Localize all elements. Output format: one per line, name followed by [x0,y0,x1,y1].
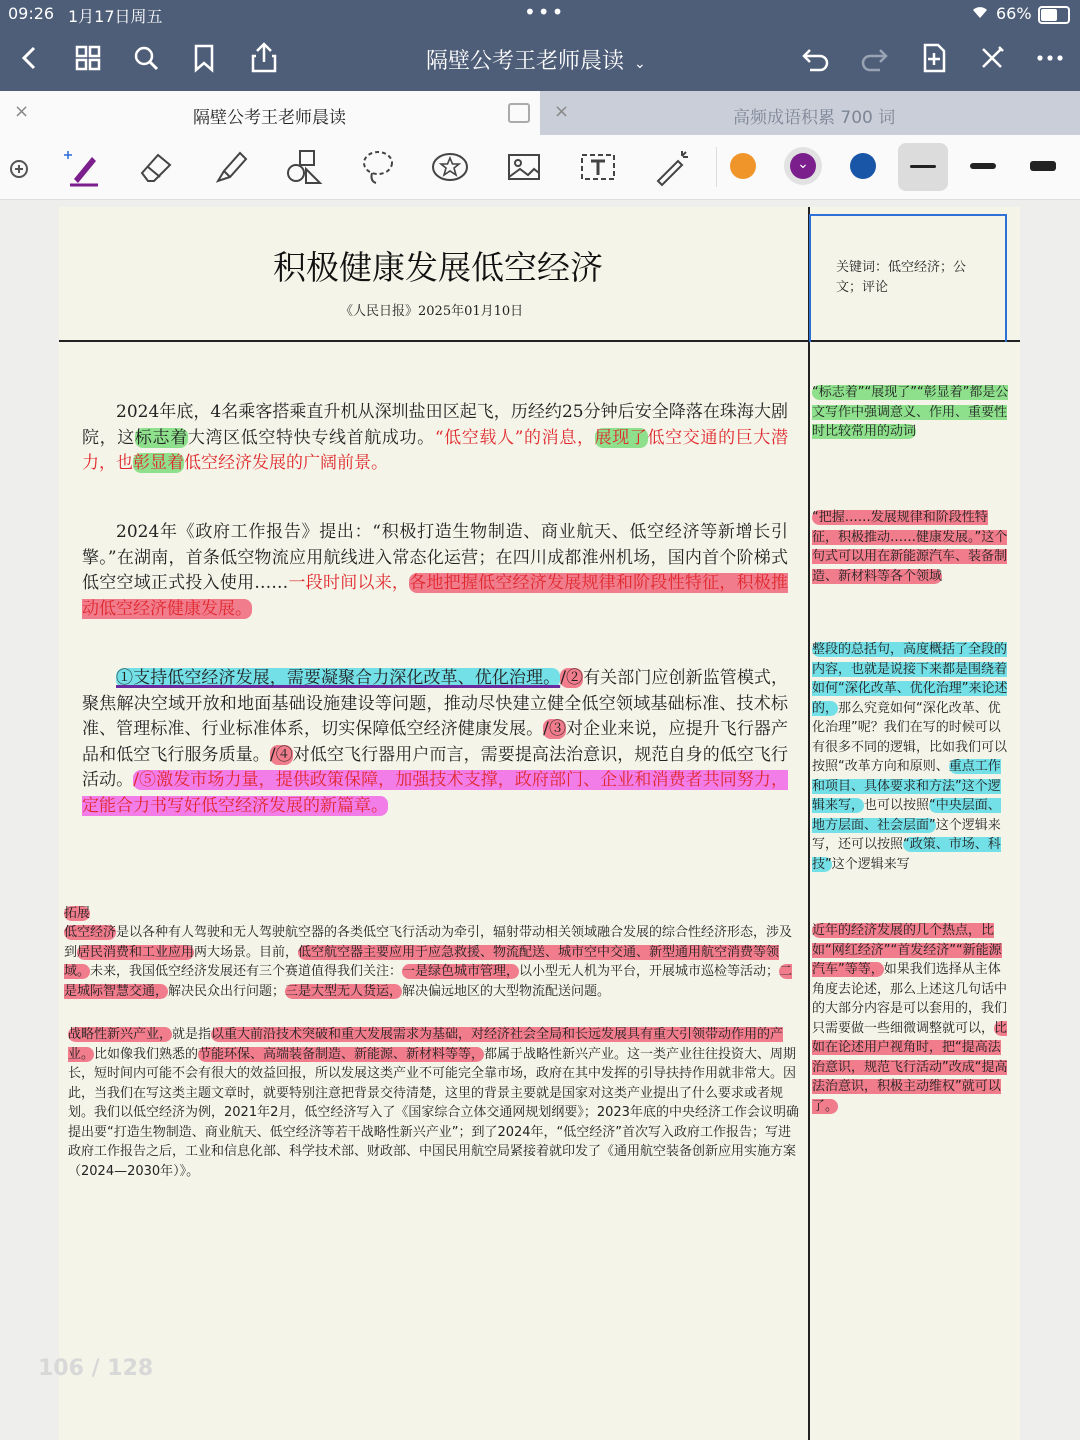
tab-label: 高频成语积累 700 词 [733,108,896,128]
stroke-thick-button[interactable] [1018,143,1068,191]
margin-note-3 [812,640,1012,874]
margin-note-4 [812,921,1012,1116]
notes-column-line [808,207,810,1440]
tab-label: 隔壁公考王老师晨读 [193,108,346,128]
text-run: 一段时间以来， [288,573,410,593]
text-run: 二是城际智慧交通， [64,964,793,999]
bookmark-icon[interactable] [184,38,224,78]
text-run: 重点工作和项目、具体要求和方法”这个逻辑来写， [812,759,1001,813]
color-swatch-blue[interactable] [850,153,876,179]
text-run: 大湾区低空特快专线首航成功。 [187,427,435,448]
text-run: 也可以按照 [864,798,930,813]
image-tool-icon[interactable] [504,147,544,187]
multitasking-dots[interactable]: ••• [524,0,566,24]
text-run: 有关部门应创新监管模式，聚焦解决空域开放和地面基础设施建设等问题，推动尽快建立健全低空领域基础标准、技术标准、管理标准、行业标准体系，切实保障低空经济健康发展。 [82,668,789,739]
shapes-tool-icon[interactable] [284,147,324,187]
extension-label: 拓展 [64,906,91,921]
text-run: 2024年《政府工作报告》提出：“积极打造生物制造、商业航天、低空经济等新增长引擎。”在湖南，首条低空物流应用航线进入常态化运营；在四川成都淮州机场，国内首个阶梯式低空空域正式投入使用…… [82,522,788,593]
text-run: 各地把握低空经济发展规律和阶段性特征，积极推动低空经济健康发展。 [82,573,789,619]
paragraph-3 [82,666,788,819]
text-run: “政策、市场、科技” [812,837,1001,872]
text-run: 居民消费和工业应用 [77,944,195,960]
eraser-tool-icon[interactable] [136,147,176,187]
color-swatch-selected-ring[interactable] [784,147,822,185]
text-run: 比如像我们熟悉的 [94,1046,199,1062]
text-run: 低空经济发展的广阔前景。 [184,453,388,473]
text-run: 未来，我国低空经济发展还有三个赛道值得我们关注： [90,964,403,979]
text-run: 整段的总括句，高度概括了全段的内容，也就是说接下来都是围绕着如何“深化改革、优化治理”来论述的， [812,642,1008,716]
toolbar-divider [716,147,717,187]
wifi-icon [970,4,990,24]
text-run: ①支持低空经济发展，需要凝聚合力深化改革、优化治理。 [116,668,561,688]
document-title: 隔壁公考王老师晨读 [426,49,625,74]
keywords-text: 关键词：低空经济；公文；评论 [836,260,967,295]
pen-tool-icon[interactable] [62,147,102,187]
color-swatch-purple[interactable]: ⌄ [790,153,816,179]
text-run: “把握……发展规律和阶段性特征，积极推动……健康发展。”这个句式可以用在新能源汽车、装备制造、新材料等各个领域 [812,510,1008,584]
zoom-icon[interactable] [0,147,30,187]
text-run: 解决民众出行问题； [168,983,286,999]
article-source: 《人民日报》2025年01月10日 [340,304,524,319]
text-run: “标志着”“展现了”“彰显着”都是公文写作中强调意义、作用、重要性时比较常用的动词 [812,385,1009,439]
text-run: /③ [543,719,567,739]
drawing-toolbar [0,135,1080,200]
text-run: 对企业来说，应提升飞行器产品和低空飞行服务质量。 [82,719,789,765]
text-run: 2024年底，4名乘客搭乘直升机从深圳盐田区起飞，历经约25分钟后安全降落在珠海大剧院，这 [82,402,788,448]
text-run: “中央层面、地方层面、社会层面” [812,798,1001,833]
text-run: 比如在论述用户视角时，把“提高法治意识，规范飞行活动”改成“提高法治意识，积极主动维权”就可以了。 [812,1020,1008,1114]
extension-note-2 [68,1025,800,1181]
status-date: 1月17日周五 [68,7,163,26]
text-run: 就是指 [172,1027,212,1042]
chevron-down-icon: ⌄ [634,56,646,72]
close-tab-icon[interactable]: × [554,101,570,122]
grid-view-icon[interactable] [68,38,108,78]
status-time: 09:26 [8,4,55,23]
paragraph-2 [82,520,788,622]
share-icon[interactable] [244,38,284,78]
text-run: 以小型无人机为平台，开展城市巡检等活动； [519,964,780,979]
text-run: 两大场景。目前， [194,944,299,960]
close-tab-icon[interactable]: × [14,101,30,122]
text-run: /⑤激发市场力量，提供政策保障，加强技术支撑，政府部门、企业和消费者共同努力，定能合力书写好低空经济发展的新篇章。 [82,770,789,816]
text-run: 那么究竟如何“深化改革、优化治理”呢？我们在写的时候可以有很多不同的逻辑，比如我们可以按照“改革方向和原则、 [812,700,1008,774]
text-run: 战略性新兴产业， [68,1027,173,1042]
text-run: /② [560,668,584,688]
text-run: 标志着 [134,427,188,448]
document-tabs [0,91,1080,135]
undo-icon[interactable] [796,38,836,78]
text-run: 展现了 [594,427,648,448]
article-title: 积极健康发展低空经济 [273,248,603,287]
text-run: 低空航空器主要应用于应急救援、物流配送、城市空中交通、新型通用航空消费等领域。 [64,944,780,979]
sticker-tool-icon[interactable] [430,147,470,187]
text-run: 彰显着 [133,453,184,473]
battery-percent: 66% [996,4,1032,23]
stroke-thin-button[interactable] [898,143,948,191]
text-run: 低空交通的巨大潜力，也 [82,427,789,473]
lasso-tool-icon[interactable] [358,147,398,187]
document-title-menu[interactable] [426,44,646,75]
margin-note-1 [812,383,1012,442]
text-run: 节能环保、高端装备制造、新能源、新材料等等， [198,1046,485,1062]
redo-icon[interactable] [854,38,894,78]
color-swatch-orange[interactable] [730,153,756,179]
text-run: “低空载人”的消息， [434,427,595,448]
text-tool-icon[interactable] [578,147,618,187]
text-run: 以重大前沿技术突破和重大发展需求为基础，对经济社会全局和长远发展具有重大引领带动作用的产业。 [68,1027,784,1062]
tab-idioms[interactable] [540,91,1080,135]
paragraph-1 [82,400,788,477]
page-indicator: 106 / 128 [38,1356,154,1381]
text-run: 如果我们选择从主体角度去论述，那么上述这几句话中的大部分内容是可以套用的，我们只需要做一些细微调整就可以， [812,962,1008,1036]
more-icon[interactable] [1030,38,1070,78]
laser-pointer-tool-icon[interactable] [652,147,692,187]
text-run: 对低空飞行器用户而言，需要提高法治意识，规范自身的低空飞行活动。 [82,744,789,790]
page-margin [0,207,59,1440]
tab-morning-reading[interactable] [0,91,540,135]
text-run: 是以各种有人驾驶和无人驾驶航空器的各类低空飞行活动为牵引，辐射带动相关领域融合发展的综合性经济形态，涉及到 [64,925,793,960]
add-page-icon[interactable] [914,38,954,78]
margin-note-2 [812,508,1012,586]
top-navigation-bar [0,0,1080,91]
back-icon[interactable] [10,38,50,78]
status-bar [0,0,1080,28]
text-run: 都属于战略性新兴产业。这一类产业往往投资大、周期长，短时间内可能不会有很大的效益回报，所以发展这类产业不可能完全靠市场，政府在其中发挥的引导扶持作用就非常大。因此，当我们在写这类主题文章时，就要特别注意把背景交待清楚，这里的背景主要就是国家对这类产业提出了什么要求或者规划。我们以低空经济为例，2021年2月，低空经济写入了《国家综合立体交通网规划纲要》；2023年底的中央经济工作会议明确提出要“打造生物制造、商业航天、低空经济等若干战略性新兴产业”；到了2024年，“低空经济”首次写入政府工作报告；写进政府工作报告之后，工业和信息化部、科学技术部、财政部、中国民用航空局紧接着就印发了《通用航空装备创新应用实施方案（2024—2030年）》。 [68,1046,799,1179]
stroke-medium-button[interactable] [958,143,1008,191]
split-view-icon[interactable] [508,103,530,123]
text-run: 近年的经济发展的几个热点，比如“网红经济”“首发经济”“新能源汽车”等等， [812,923,1002,977]
highlighter-tool-icon[interactable] [210,147,250,187]
text-run: 解决偏远地区的大型物流配送问题。 [402,983,611,999]
text-run: 低空经济 [64,925,117,940]
text-run: 这个逻辑来写 [831,856,910,872]
text-run: 三是大型无人货运， [285,983,403,999]
text-run: 一是绿色城市管理， [402,964,520,979]
extension-note-1 [64,923,800,1001]
text-run: 这个逻辑来写，还可以按照 [812,817,1001,852]
search-icon[interactable] [126,38,166,78]
battery-icon [1038,6,1070,24]
text-run: /④ [269,744,293,765]
close-tools-icon[interactable] [972,38,1012,78]
